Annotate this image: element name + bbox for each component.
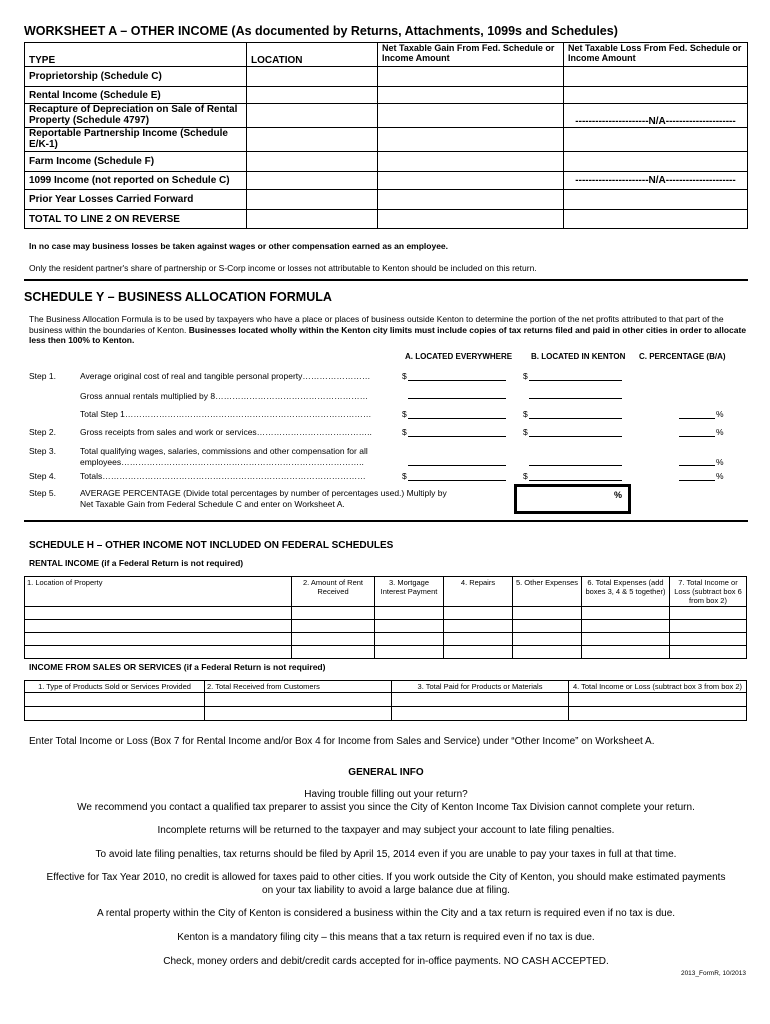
schedule-y-title: SCHEDULE Y – BUSINESS ALLOCATION FORMULA [24,290,332,304]
general-info-mandatory: Kenton is a mandatory filing city – this means that a tax return is required even if no tax is due. [177,932,595,943]
step4-a-dollar: $ [402,471,407,481]
sales-row [25,707,747,721]
step4-a-input[interactable] [408,480,506,481]
rental-cell[interactable] [292,607,375,620]
total1-c-pct: % [716,409,724,419]
rental-cell[interactable] [375,646,444,659]
step4-label: Step 4. [29,471,56,481]
rental-cell[interactable] [582,646,670,659]
general-info-incomplete: Incomplete returns will be returned to the taxpayer and may subject your account to late filing penalties. [157,825,615,836]
recapture-gain[interactable] [378,104,564,128]
step2-text: Gross receipts from sales and work or services………………………………….. [80,427,372,437]
total-location[interactable] [247,210,378,229]
step4-c-pct: % [716,471,724,481]
col-gain-header: Net Taxable Gain From Fed. Schedule or Income Amount [378,43,564,67]
1099-loss-na: ----------------------N/A--------------------- [564,172,748,190]
partnership-gain[interactable] [378,128,564,152]
step5-label: Step 5. [29,488,56,498]
worksheet-a-title: WORKSHEET A – OTHER INCOME (As documented by Returns, Attachments, 1099s and Schedules) [24,24,618,38]
rental-cell[interactable] [582,633,670,646]
proprietorship-loss[interactable] [564,67,748,87]
rental-cell[interactable] [375,607,444,620]
general-info-rental: A rental property within the City of Kenton is considered a business within the City and a tax return is required even if no tax is due. [96,908,676,919]
sales-cell[interactable] [392,707,569,721]
1099-location[interactable] [247,172,378,190]
schedule-y-intro-plain: The Business Allocation Formula is to be used by taxpayers who have a place or places of business outside Kenton to determine the portion of the net profits attributed to that part of the business within the boundaries of Kenton. [29,314,724,335]
proprietorship-location[interactable] [247,67,378,87]
average-percentage-box[interactable] [514,484,631,514]
step4-text: Totals………………………………………………………………………………… [80,471,366,481]
total1-b-input[interactable] [529,418,622,419]
col-b-header: B. LOCATED IN KENTON [531,352,626,361]
row-farm-income: Farm Income (Schedule F) [25,152,247,172]
rental-cell[interactable] [513,620,582,633]
farm-location[interactable] [247,152,378,172]
rental-col-mortgage: 3. Mortgage Interest Payment [375,577,444,607]
rental-cell[interactable] [670,646,747,659]
sales-income-title: INCOME FROM SALES OR SERVICES (if a Federal Return is not required) [29,662,326,672]
col-type-header: TYPE [25,43,247,67]
step3-c-input[interactable] [679,465,715,466]
step3-c-pct: % [716,457,724,467]
rental-col-total-income: 7. Total Income or Loss (subtract box 6 from box 2) [670,577,747,607]
form-id: 2013_FormR, 10/2013 [680,970,746,977]
total1-c-input[interactable] [679,418,715,419]
rental-loss[interactable] [564,87,748,104]
step3-text: Total qualifying wages, salaries, commissions and other compensation for all employees………………………………………………………………………….. [80,446,368,467]
partnership-loss[interactable] [564,128,748,152]
total-gain[interactable] [378,210,564,229]
col-a-header: A. LOCATED EVERYWHERE [405,352,513,361]
worksheet-a-table [24,42,748,229]
partnership-location[interactable] [247,128,378,152]
sales-col-type: 1. Type of Products Sold or Services Provided [25,681,205,693]
step2-b-dollar: $ [523,427,528,437]
rental-cell[interactable] [25,646,292,659]
gross-rentals-b-input[interactable] [529,398,622,399]
sales-cell[interactable] [25,693,205,707]
col-location-header: LOCATION [247,43,378,67]
rental-cell[interactable] [375,633,444,646]
step2-c-pct: % [716,427,724,437]
step2-label: Step 2. [29,427,56,437]
farm-loss[interactable] [564,152,748,172]
step1-text: Average original cost of real and tangible personal property…………………… [80,371,371,381]
1099-gain[interactable] [378,172,564,190]
row-proprietorship: Proprietorship (Schedule C) [25,67,247,87]
step1-gross-rentals: Gross annual rentals multiplied by 8……………………………………………… [80,391,369,401]
rental-cell[interactable] [292,620,375,633]
sales-col-received: 2. Total Received from Customers [205,681,392,693]
step1-b-input[interactable] [529,380,622,381]
rental-cell[interactable] [25,607,292,620]
row-1099-income: 1099 Income (not reported on Schedule C) [25,172,247,190]
total1-a-dollar: $ [402,409,407,419]
rental-col-total-expenses: 6. Total Expenses (add boxes 3, 4 & 5 together) [582,577,670,607]
prior-gain[interactable] [378,190,564,210]
sales-col-paid: 3. Total Paid for Products or Materials [392,681,569,693]
rental-cell[interactable] [444,620,513,633]
step2-b-input[interactable] [529,436,622,437]
rental-cell[interactable] [375,620,444,633]
rental-cell[interactable] [513,607,582,620]
step4-b-dollar: $ [523,471,528,481]
general-info-trouble-question: Having trouble filling out your return? [304,789,468,800]
schedule-h-title: SCHEDULE H – OTHER INCOME NOT INCLUDED ON FEDERAL SCHEDULES [29,540,394,551]
worksheet-a-note-losses: In no case may business losses be taken against wages or other compensation earned as an employee. [29,241,449,251]
row-partnership: Reportable Partnership Income (Schedule E/K-1) [25,128,247,152]
section-divider-2 [24,520,748,522]
step2-c-input[interactable] [679,436,715,437]
step1-total: Total Step 1…………………………………………………………………………… [80,409,372,419]
general-info-deadline: To avoid late filing penalties, tax returns should be filed by April 15, 2014 even if you are unable to pay your taxes in full at that time. [95,849,677,860]
step3-label: Step 3. [29,446,56,456]
col-c-header: C. PERCENTAGE (B/A) [639,352,726,361]
sales-income-table [24,680,747,721]
col-loss-header: Net Taxable Loss From Fed. Schedule or Income Amount [564,43,748,67]
row-rental-income: Rental Income (Schedule E) [25,87,247,104]
rental-cell[interactable] [444,633,513,646]
rental-cell[interactable] [670,620,747,633]
schedule-y-intro-bold: Businesses located wholly within the Kenton city limits must include copies of tax returns filed and paid in other cities in order to allocate less then 100% to Kenton. [29,324,747,345]
rental-location[interactable] [247,87,378,104]
proprietorship-gain[interactable] [378,67,564,87]
step1-a-dollar: $ [402,371,407,381]
rental-row [25,646,747,659]
rental-row [25,633,747,646]
total1-a-input[interactable] [408,418,506,419]
rental-cell[interactable] [444,607,513,620]
row-recapture: Recapture of Depreciation on Sale of Rental Property (Schedule 4797) [25,104,247,128]
row-total-line-2: TOTAL TO LINE 2 ON REVERSE [25,210,247,229]
sales-cell[interactable] [569,693,747,707]
rental-row [25,620,747,633]
step1-label: Step 1. [29,371,56,381]
rental-cell[interactable] [582,620,670,633]
rental-col-rent: 2. Amount of Rent Received [292,577,375,607]
prior-location[interactable] [247,190,378,210]
worksheet-a-note-partner: Only the resident partner's share of partnership or S-Corp income or losses not attributable to Kenton should be included on this return. [29,263,537,273]
rental-income-title: RENTAL INCOME (if a Federal Return is not required) [29,558,244,568]
recapture-loss-na: ----------------------N/A--------------------- [564,104,748,128]
sales-cell[interactable] [205,693,392,707]
rental-col-location: 1. Location of Property [25,577,292,607]
rental-col-repairs: 4. Repairs [444,577,513,607]
step1-a-input[interactable] [408,380,506,381]
sales-row [25,693,747,707]
enter-total-instruction: Enter Total Income or Loss (Box 7 for Rental Income and/or Box 4 for Income from Sales and Service) under “Other Income” on Worksheet A. [29,736,655,747]
step2-a-dollar: $ [402,427,407,437]
general-info-payments: Check, money orders and debit/credit cards accepted for in-office payments. NO CASH ACCEPTED. [163,956,609,967]
rental-row [25,607,747,620]
general-info-trouble-recommend: We recommend you contact a qualified tax preparer to assist you since the City of Kenton Income Tax Division cannot complete your return. [77,801,695,813]
rental-cell[interactable] [444,646,513,659]
step4-b-input[interactable] [529,480,622,481]
sales-cell[interactable] [25,707,205,721]
prior-loss[interactable] [564,190,748,210]
total-loss[interactable] [564,210,748,229]
row-prior-year-losses: Prior Year Losses Carried Forward [25,190,247,210]
recapture-location[interactable] [247,104,378,128]
rental-cell[interactable] [670,607,747,620]
rental-cell[interactable] [582,607,670,620]
section-divider [24,279,748,281]
general-info-trouble [24,789,748,814]
step2-a-input[interactable] [408,436,506,437]
step1-b-dollar: $ [523,371,528,381]
rental-cell[interactable] [25,620,292,633]
sales-col-income: 4. Total Income or Loss (subtract box 3 from box 2) [569,681,747,693]
rental-col-other: 5. Other Expenses [513,577,582,607]
rental-cell[interactable] [292,633,375,646]
rental-gain[interactable] [378,87,564,104]
schedule-y-intro [29,314,747,346]
rental-cell[interactable] [513,646,582,659]
sales-cell[interactable] [569,707,747,721]
total1-b-dollar: $ [523,409,528,419]
rental-cell[interactable] [513,633,582,646]
rental-cell[interactable] [292,646,375,659]
general-info-title: GENERAL INFO [348,767,424,778]
step3-a-input[interactable] [408,465,506,466]
farm-gain[interactable] [378,152,564,172]
general-info-credit: Effective for Tax Year 2010, no credit is allowed for taxes paid to other cities. If you work outside the City of Kenton, you should make estimated payments on your tax liability to avoid a large balance due at filing. [46,872,726,896]
average-percentage-pct: % [614,490,623,500]
sales-cell[interactable] [392,693,569,707]
rental-cell[interactable] [25,633,292,646]
gross-rentals-a-input[interactable] [408,398,506,399]
rental-income-table [24,576,747,659]
sales-cell[interactable] [205,707,392,721]
step5-text: AVERAGE PERCENTAGE (Divide total percentages by number of percentages used.) Multiply by Net Taxable Gain from Federal Schedule C and enter on Worksheet A. [80,488,447,509]
step3-b-input[interactable] [529,465,622,466]
rental-cell[interactable] [670,633,747,646]
step4-c-input[interactable] [679,480,715,481]
